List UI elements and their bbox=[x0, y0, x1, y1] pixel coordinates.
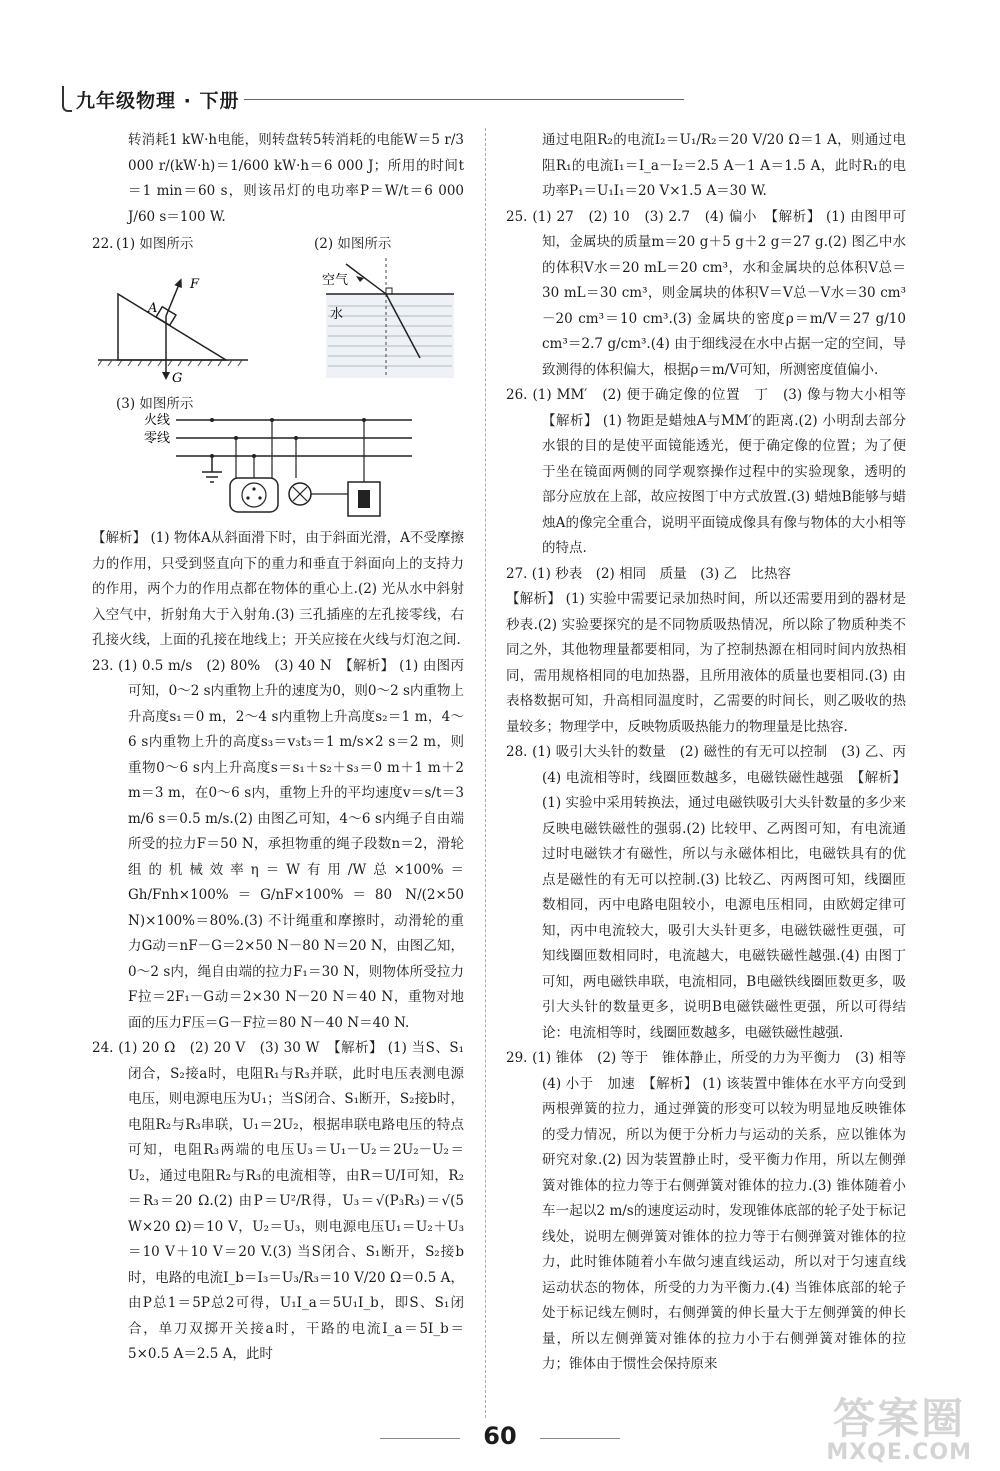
q22-fig3-label: (3) 如图所示 bbox=[116, 396, 194, 412]
q22-number: 22. bbox=[92, 236, 114, 252]
q29 bbox=[506, 1046, 920, 1378]
q24-continuation: 通过电阻R₂的电流I₂＝U₁/R₂＝20 V/20 Ω＝1 A，则通过电阻R₁的电流I₁＝I_a－I₂＝2.5 A－1 A＝1.5 A，此时R₁的电功率P₁＝U₁I₁＝20 V×1.5 A＝30 W. bbox=[542, 132, 906, 199]
page-header bbox=[62, 84, 622, 114]
q24 bbox=[92, 1036, 464, 1368]
q28 bbox=[506, 740, 920, 1046]
header-rule bbox=[244, 99, 684, 100]
right-column bbox=[506, 128, 920, 1378]
q29-number: 29. bbox=[506, 1050, 528, 1066]
q27-analysis: 【解析】 (1) 实验中需要记录加热时间，所以还需要用到的器材是秒表.(2) 实验要探究的是不同物质吸热情况，所以除了物质种类不同之外，其他物理量都要相同，为了控制热源在相同时间内放热相同，需用规格相同的电加热器，且所用液体的质量也要相同.(3) 由表格数据可知，升高相同温度时，乙需要的时间长，则乙吸收的热量较多；物理学中，反映物质吸热能力的物理量是比热容. bbox=[506, 591, 906, 735]
q24-number: 24. bbox=[92, 1040, 114, 1056]
q27-number: 27. bbox=[506, 565, 528, 582]
q25-number: 25. bbox=[506, 208, 528, 225]
footer-rule-right bbox=[540, 1438, 620, 1439]
force-f-label: F bbox=[190, 277, 200, 292]
q28-body: (1) 吸引大头针的数量 (2) 磁性的有无可以控制 (3) 乙、丙 (4) 电流相等时，线圈匝数越多，电磁铁磁性越强 【解析】 (1) 实验中采用转换法，通过电磁铁吸引大头针数量的多少来反映电磁铁磁性的强弱.(2) 比较甲、乙两图可知，有电流通过时电磁铁才有磁性，所以与永磁体相比，电磁铁具有的优点是磁性的有无可以控制.(3) 比较乙、丙两图可知，线圈匝数相同，丙中电路电阻较小，电源电压相同，由欧姆定律可知，丙中电流较大，吸引大头针更多，电磁铁磁性更强，可知线圈匝数相同时，电流越大，电磁铁磁性越强.(4) 由图丁可知，两电磁铁串联，电流相同，B电磁铁线圈匝数更多，吸引大头针的数量更多，说明B电磁铁磁性更强，所以可得结论：电流相等时，线圈匝数越多，电磁铁磁性越强. bbox=[532, 744, 920, 1041]
watermark-logo bbox=[826, 1386, 972, 1465]
q22-figures bbox=[92, 232, 464, 522]
q29-body: (1) 锥体 (2) 等于 锥体静止，所受的力为平衡力 (3) 相等 (4) 小于 加速 【解析】 (1) 该装置中锥体在水平方向受到两根弹簧的拉力，通过弹簧的形变可以较为明显地反映锥体的受力情况，所以为便于分析力与运动的关系，应以锥体为研究对象.(2) 因为装置静止时，受平衡力作用，所以左侧弹簧对锥体的拉力等于右侧弹簧对锥体的拉力.(3) 锥体随着小车一起以2 m/s的速度运动时，发现锥体底部的轮子处于标记线处，说明左侧弹簧对锥体的拉力等于右侧弹簧对锥体的拉力，此时锥体随着小车做匀速直线运动，所以对于匀速直线运动状态的物体，所受的力为平衡力.(4) 当锥体底部的轮子处于标记线左侧时，右侧弹簧的伸长量大于左侧弹簧的伸长量，所以左侧弹簧对锥体的拉力小于右侧弹簧对锥体的拉力；锥体由于惯性会保持原来 bbox=[532, 1050, 920, 1372]
air-label: 空气 bbox=[322, 273, 349, 288]
object-a-label: A bbox=[148, 301, 158, 316]
q28-number: 28. bbox=[506, 744, 528, 760]
header-bracket bbox=[62, 86, 72, 112]
q25 bbox=[506, 205, 906, 384]
column-divider bbox=[485, 128, 486, 1418]
q23-number: 23. bbox=[92, 657, 114, 674]
left-column bbox=[92, 128, 464, 1368]
neutral-wire-label: 零线 bbox=[144, 431, 171, 446]
q26-number: 26. bbox=[506, 387, 528, 403]
page-number: 60 bbox=[483, 1422, 517, 1450]
q25-body: (1) 27 (2) 10 (3) 2.7 (4) 偏小 【解析】 (1) 由图甲可知，金属块的质量m＝20 g＋5 g＋2 g＝27 g.(2) 图乙中水的体积V水＝20 mL＝20 cm³，水和金属块的总体积V总＝30 mL＝30 cm³，则金属块的体积V＝V总－V水＝30 cm³－20 cm³＝10 cm³.(3) 金属块的密度ρ＝m/V＝27 g/10 cm³＝2.7 g/cm³.(4) 由于细线浸在水中占据一定的空间，导致测得的体积偏大，根据ρ＝m/V可知，所测密度值偏小. bbox=[532, 208, 906, 378]
q22-analysis: 【解析】 (1) 物体A从斜面滑下时，由于斜面光滑，A不受摩擦力的作用，只受到竖直向下的重力和垂直于斜面向上的支持力的作用，两个力的作用点都在物体的重心上.(2) 光从水中斜射入空气中，折射角大于入射角.(3) 三孔插座的左孔接零线，右孔接火线，上面的孔接在地线上；开关应接在火线与灯泡之间. bbox=[92, 530, 464, 648]
watermark-text: 答案圈 bbox=[833, 1394, 966, 1443]
q22-fig2-label: (2) 如图所示 bbox=[314, 236, 392, 252]
q26 bbox=[506, 383, 920, 562]
q26-body: (1) MM′ (2) 便于确定像的位置 丁 (3) 像与物大小相等 【解析】 (1) 物距是蜡烛A与MM′的距离.(2) 小明刮去部分水银的目的是使平面镜能透光，便于确定像的位置；为了便于坐在镜面两侧的同学观察操作过程中的实验现象，透明的部分应放在上部，故应按图丁中方式放置.(3) 蜡烛B能够与蜡烛A的像完全重合，说明平面镜成像具有像与物体的大小相等的特点. bbox=[532, 387, 920, 556]
q21-continuation: 转消耗1 kW·h电能，则转盘转5转消耗的电能W＝5 r/3 000 r/(kW·h)＝1/600 kW·h＝6 000 J；所用的时间t＝1 min＝60 s，则该吊灯的电功率P＝W/t＝6 000 J/60 s＝100 W. bbox=[128, 132, 464, 225]
refraction-diagram bbox=[318, 254, 458, 382]
gravity-g-label: G bbox=[172, 371, 183, 386]
q23 bbox=[92, 654, 464, 1037]
q22-fig1-label: (1) 如图所示 bbox=[116, 236, 194, 252]
q24-body: (1) 20 Ω (2) 20 V (3) 30 W 【解析】 (1) 当S、S₁闭合，S₂接a时，电阻R₁与R₃并联，此时电压表测电源电压，则电源电压为U₁；当S闭合、S₁断开，S₂接b时，电阻R₂与R₃串联，U₁＝2U₂，根据串联电路电压的特点可知，电阻R₃两端的电压U₃＝U₁－U₂＝2U₂－U₂＝U₂，通过电阻R₂与R₃的电流相等，由R＝U/I可知，R₂＝R₃＝20 Ω.(2) 由P＝U²/R得，U₃＝√(P₃R₃)＝√(5 W×20 Ω)＝10 V，U₂＝U₃，则电源电压U₁＝U₂＋U₃＝10 V＋10 V＝20 V.(3) 当S闭合、S₁断开，S₂接b时，电路的电流I_b＝I₃＝U₃/R₃＝10 V/20 Ω＝0.5 A，由P总1＝5P总2可得，U₁I_a＝5U₁I_b，即S、S₁闭合，单刀双掷开关接a时，干路的电流I_a＝5I_b＝5×0.5 A＝2.5 A，此时 bbox=[118, 1040, 464, 1362]
household-circuit-diagram bbox=[116, 410, 416, 520]
q27 bbox=[506, 562, 906, 588]
watermark-url: MXQE.COM bbox=[826, 1440, 972, 1465]
footer-rule-left bbox=[380, 1438, 460, 1439]
q27-body: (1) 秒表 (2) 相同 质量 (3) 乙 比热容 bbox=[531, 565, 792, 582]
incline-diagram bbox=[98, 256, 258, 388]
q23-body: (1) 0.5 m/s (2) 80% (3) 40 N 【解析】 (1) 由图丙可知，0～2 s内重物上升的速度为0，则0～2 s内重物上升高度s₁＝0 m，2～4 s内重物上升高度s₂＝1 m，4～6 s内重物上升的高度s₃＝v₃t₃＝1 m/s×2 s＝2 m，则重物0～6 s内上升高度s＝s₁＋s₂＋s₃＝0 m＋1 m＋2 m＝3 m，在0～6 s内，重物上升的平均速度v＝s/t＝3 m/6 s＝0.5 m/s.(2) 由图乙可知，4～6 s内绳子自由端所受的拉力F＝50 N，承担物重的绳子段数n＝2，滑轮组的机械效率η＝W有用/W总×100%＝Gh/Fnh×100%＝G/nF×100%＝80 N/(2×50 N)×100%＝80%.(3) 不计绳重和摩擦时，动滑轮的重力G动＝nF－G＝2×50 N－80 N＝20 N，由图乙知，0～2 s内，绳自由端的拉力F₁＝30 N，则物体所受拉力F拉＝2F₁－G动＝2×30 N－20 N＝40 N，重物对地面的压力F压＝G－F拉＝80 N－40 N＝40 N. bbox=[118, 657, 465, 1031]
water-label: 水 bbox=[330, 307, 344, 322]
live-wire-label: 火线 bbox=[144, 413, 171, 428]
book-title: 九年级物理 · 下册 bbox=[76, 90, 240, 112]
q22 bbox=[92, 232, 464, 654]
